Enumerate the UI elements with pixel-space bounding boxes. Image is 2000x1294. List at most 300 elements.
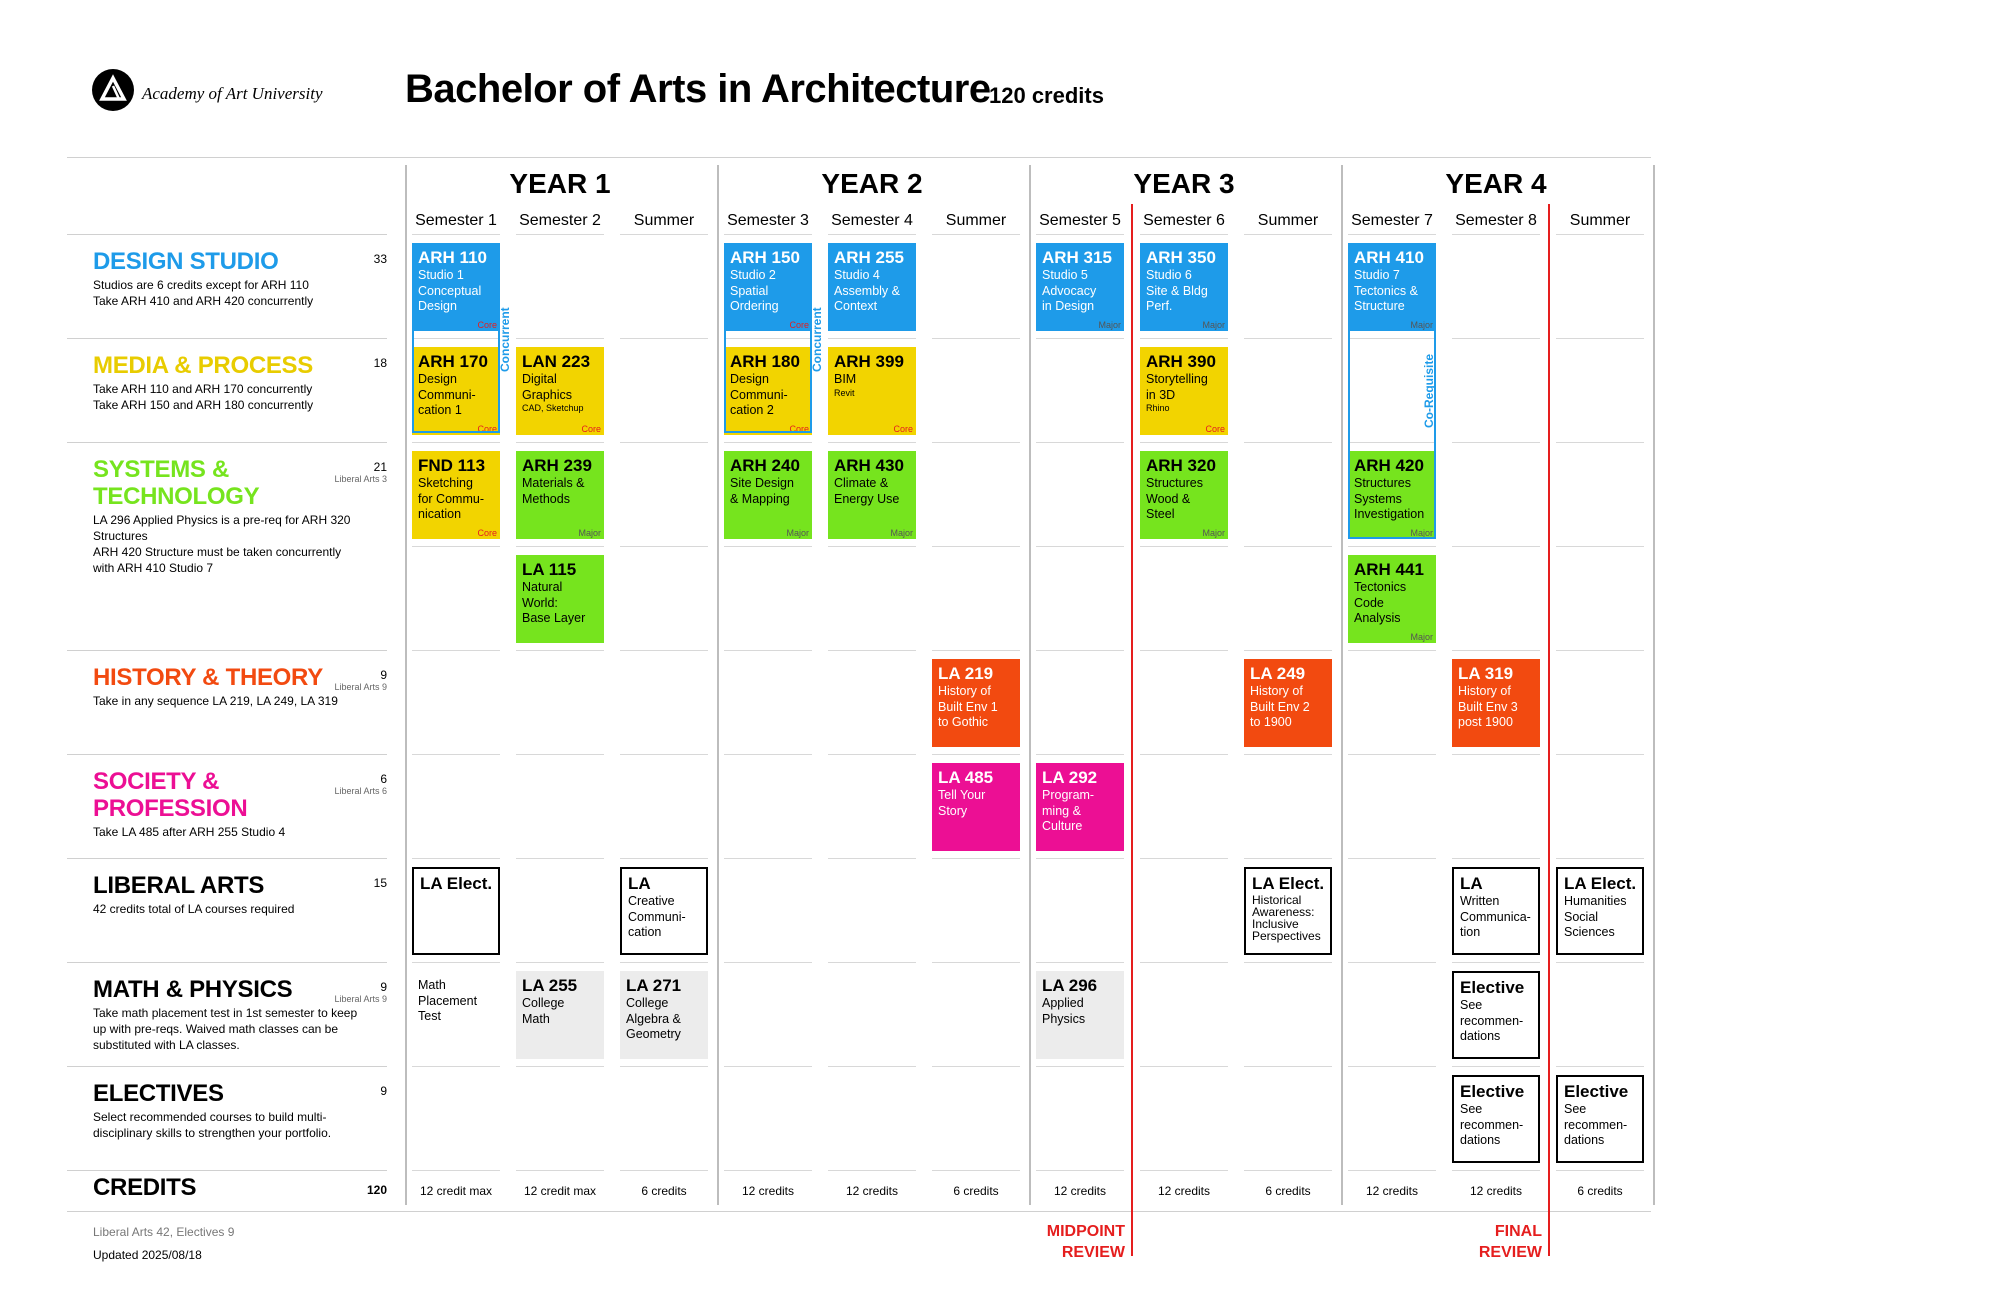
grid-line: [1556, 962, 1644, 963]
course-name: See recommen- dations: [1460, 1102, 1524, 1147]
category-description: Take ARH 110 and ARH 170 concurrently Take ARH 150 and ARH 180 concurrently: [93, 382, 314, 412]
course-card[interactable]: [1556, 1075, 1644, 1163]
grid-line: [412, 1170, 500, 1171]
course-card[interactable]: [516, 451, 604, 539]
grid-line: [1244, 546, 1332, 547]
grid-line: [516, 1170, 604, 1171]
grid-line: [828, 1066, 916, 1067]
grid-line: [1244, 962, 1332, 963]
semester-heading: Summer: [945, 212, 1007, 229]
grid-line: [1036, 1066, 1124, 1067]
course-code: LA Elect.: [1252, 874, 1325, 893]
course-card[interactable]: [828, 347, 916, 435]
grid-line: [1244, 234, 1332, 235]
course-card[interactable]: [1452, 971, 1540, 1059]
course-name: Studio 2 Spatial Ordering: [730, 268, 779, 313]
course-name: Design Communi- cation 2: [730, 372, 788, 417]
course-code: LA 485: [938, 768, 994, 787]
category-divider: [67, 442, 387, 443]
grid-line: [620, 338, 708, 339]
grid-line: [620, 546, 708, 547]
category-credit-count: 6: [380, 772, 387, 786]
grid-line: [1348, 546, 1436, 547]
grid-line: [412, 546, 500, 547]
semester-heading: Semester 7: [1351, 212, 1433, 229]
grid-line: [1140, 338, 1228, 339]
course-code: ARH 150: [730, 248, 800, 267]
semester-heading: Summer: [1257, 212, 1319, 229]
year-heading: YEAR 2: [821, 168, 923, 199]
grid-line: [828, 858, 916, 859]
grid-line: [412, 858, 500, 859]
course-card[interactable]: [1452, 867, 1540, 955]
year-divider: [1341, 165, 1343, 1205]
grid-line: [1140, 1170, 1228, 1171]
page-title: Bachelor of Arts in Architecture: [405, 67, 991, 111]
category-description: 42 credits total of LA courses required: [93, 902, 295, 916]
footer-divider: [67, 1211, 1651, 1212]
grid-line: [620, 1066, 708, 1067]
corequisite-label: Co-Requisite: [1422, 353, 1436, 428]
course-code: Elective: [1564, 1082, 1629, 1101]
grid-line: [724, 754, 812, 755]
grid-line: [828, 234, 916, 235]
course-code: ARH 239: [522, 456, 592, 475]
course-name: Program- ming & Culture: [1042, 788, 1095, 833]
course-name: Studio 7 Tectonics & Structure: [1354, 268, 1418, 313]
course-name: Materials & Methods: [522, 476, 585, 506]
university-logo-icon: [92, 69, 134, 111]
course-name: Site Design & Mapping: [730, 476, 794, 506]
semester-heading: Semester 2: [519, 212, 601, 229]
course-code: LA Elect.: [420, 874, 493, 893]
course-card[interactable]: [1036, 243, 1124, 331]
grid-line: [1452, 1170, 1540, 1171]
course-code: FND 113: [418, 456, 486, 475]
semester-heading: Semester 4: [831, 212, 913, 229]
category-credit-count: 33: [373, 252, 387, 266]
grid-line: [516, 754, 604, 755]
university-name: Academy of Art University: [142, 84, 323, 103]
course-type-tag: Core: [893, 424, 913, 434]
grid-line: [1140, 234, 1228, 235]
grid-line: [620, 1170, 708, 1171]
grid-line: [1244, 338, 1332, 339]
grid-line: [932, 1066, 1020, 1067]
course-name: Humanities Social Sciences: [1564, 894, 1627, 939]
category-credit-count: 21: [373, 460, 387, 474]
course-name: See recommen- dations: [1564, 1102, 1628, 1147]
category-liberal-arts-note: Liberal Arts 9: [334, 682, 387, 692]
course-code: ARH 441: [1354, 560, 1424, 579]
grid-line: [1036, 546, 1124, 547]
course-card[interactable]: [516, 971, 604, 1059]
category-description: Studios are 6 credits except for ARH 110 Take ARH 410 and ARH 420 concurrently: [93, 278, 314, 308]
category-name: DESIGN STUDIO: [93, 248, 279, 275]
grid-line: [412, 1066, 500, 1067]
course-card[interactable]: [1556, 867, 1644, 955]
course-card[interactable]: [724, 451, 812, 539]
semester-credits: 12 credits: [1157, 1184, 1211, 1198]
course-code: LA 292: [1042, 768, 1098, 787]
year-heading: YEAR 4: [1445, 168, 1547, 199]
course-code: ARH 390: [1146, 352, 1216, 371]
grid-line: [412, 234, 500, 235]
grid-line: [1348, 1066, 1436, 1067]
grid-line: [1348, 858, 1436, 859]
category-divider: [67, 1170, 387, 1171]
course-type-tag: Major: [1202, 320, 1225, 330]
course-name: Studio 5 Advocacy in Design: [1042, 268, 1097, 313]
category-credit-count: 9: [380, 980, 387, 994]
grid-line: [1140, 1066, 1228, 1067]
category-credit-count: 9: [380, 668, 387, 682]
course-code: ARH 110: [418, 248, 487, 267]
year-divider: [717, 165, 719, 1205]
grid-line: [412, 442, 500, 443]
course-name: Design Communi- cation 1: [418, 372, 476, 417]
grid-line: [1348, 650, 1436, 651]
course-type-tag: Major: [1410, 320, 1433, 330]
course-code: LA 255: [522, 976, 578, 995]
course-code: Elective: [1460, 1082, 1525, 1101]
semester-credits: 12 credits: [845, 1184, 899, 1198]
grid-line: [516, 338, 604, 339]
course-code: ARH 410: [1354, 248, 1424, 267]
grid-line: [1348, 234, 1436, 235]
course-code: LA 271: [626, 976, 682, 995]
course-type-tag: Core: [581, 424, 601, 434]
grid-line: [1244, 1170, 1332, 1171]
category-liberal-arts-note: Liberal Arts 9: [334, 994, 387, 1004]
course-type-tag: Core: [477, 528, 497, 538]
course-code: LA 249: [1250, 664, 1306, 683]
course-card[interactable]: [412, 867, 500, 955]
category-description: Take in any sequence LA 219, LA 249, LA 319: [93, 694, 338, 708]
grid-line: [828, 442, 916, 443]
year-divider: [1029, 165, 1031, 1205]
course-card[interactable]: [1348, 555, 1436, 643]
course-name: Applied Physics: [1042, 996, 1086, 1026]
category-name: LIBERAL ARTS: [93, 872, 265, 899]
year-heading: YEAR 1: [509, 168, 611, 199]
course-card[interactable]: [516, 555, 604, 643]
course-code: LA 219: [938, 664, 994, 683]
course-card[interactable]: [1244, 867, 1332, 955]
grid-line: [620, 234, 708, 235]
semester-heading: Semester 6: [1143, 212, 1225, 229]
category-name: MEDIA & PROCESS: [93, 352, 313, 379]
semester-heading: Summer: [633, 212, 695, 229]
course-card[interactable]: [1036, 971, 1124, 1059]
grid-line: [1036, 754, 1124, 755]
grid-line: [1452, 1066, 1540, 1067]
category-name: MATH & PHYSICS: [93, 976, 293, 1003]
grid-line: [724, 234, 812, 235]
course-card[interactable]: [828, 451, 916, 539]
grid-line: [932, 442, 1020, 443]
grid-line: [1140, 754, 1228, 755]
course-name: Math Placement Test: [418, 978, 478, 1023]
grid-line: [516, 858, 604, 859]
concurrent-bracket-2: [724, 243, 812, 433]
grid-line: [828, 650, 916, 651]
grid-line: [1036, 338, 1124, 339]
grid-line: [932, 754, 1020, 755]
course-name: Studio 6 Site & Bldg Perf.: [1146, 268, 1208, 313]
grid-line: [516, 1066, 604, 1067]
course-code: ARH 420: [1354, 456, 1424, 475]
course-code: ARH 430: [834, 456, 904, 475]
grid-line: [1452, 442, 1540, 443]
grid-line: [620, 650, 708, 651]
course-code: LA 115: [522, 560, 577, 579]
course-code: Elective: [1460, 978, 1525, 997]
course-card[interactable]: [1140, 243, 1228, 331]
updated-date: Updated 2025/08/18: [93, 1248, 202, 1262]
left-grid-top: [67, 234, 387, 235]
course-code: ARH 350: [1146, 248, 1216, 267]
course-name: History of Built Env 2 to 1900: [1250, 684, 1310, 729]
grid-line: [516, 650, 604, 651]
grid-line: [1452, 858, 1540, 859]
grid-line: [1452, 338, 1540, 339]
course-code: LA Elect.: [1564, 874, 1637, 893]
category-divider: [67, 962, 387, 963]
grid-line: [828, 546, 916, 547]
grid-line: [932, 1170, 1020, 1171]
grid-line: [932, 962, 1020, 963]
course-type-tag: Major: [786, 528, 809, 538]
grid-line: [620, 442, 708, 443]
grid-line: [1036, 1170, 1124, 1171]
concurrent-label-2: Concurrent: [810, 307, 824, 372]
grid-line: [828, 1170, 916, 1171]
semester-credits: 6 credits: [641, 1184, 687, 1198]
course-card[interactable]: [516, 347, 604, 435]
grid-line: [1348, 962, 1436, 963]
final-review-label: FINAL REVIEW: [1478, 1223, 1542, 1261]
category-name: ELECTIVES: [93, 1080, 224, 1107]
grid-line: [1348, 1170, 1436, 1171]
grid-line: [1556, 754, 1644, 755]
grid-line: [1556, 650, 1644, 651]
grid-line: [620, 858, 708, 859]
course-code: LA: [628, 874, 651, 893]
category-description: Take LA 485 after ARH 255 Studio 4: [93, 825, 286, 839]
header-divider: [67, 157, 1651, 158]
grid-line: [1556, 234, 1644, 235]
grid-line: [1036, 962, 1124, 963]
semester-credits: 6 credits: [1265, 1184, 1311, 1198]
grid-line: [1140, 962, 1228, 963]
course-card[interactable]: [412, 451, 500, 539]
category-description: Select recommended courses to build multi-disciplinary skills to strengthen your portfolio.: [93, 1110, 332, 1140]
grid-line: [1140, 442, 1228, 443]
course-card[interactable]: [1244, 659, 1332, 747]
semester-heading: Semester 8: [1455, 212, 1537, 229]
course-code: ARH 315: [1042, 248, 1112, 267]
course-card[interactable]: [620, 971, 708, 1059]
category-description: LA 296 Applied Physics is a pre-req for ARH 320 Structures ARH 420 Structure must be taken concurrently with ARH 410 Studio 7: [93, 513, 351, 575]
course-type-tag: Core: [789, 424, 809, 434]
grid-line: [1348, 754, 1436, 755]
category-credit-count: 9: [380, 1084, 387, 1098]
year-divider: [1653, 165, 1655, 1205]
course-code: ARH 399: [834, 352, 904, 371]
grid-line: [828, 754, 916, 755]
course-software: Revit: [834, 387, 855, 398]
course-type-tag: Core: [789, 320, 809, 330]
course-code: ARH 180: [730, 352, 800, 371]
grid-line: [1140, 858, 1228, 859]
course-name: Climate & Energy Use: [834, 476, 900, 506]
grid-line: [724, 962, 812, 963]
course-code: ARH 320: [1146, 456, 1216, 475]
semester-heading: Summer: [1569, 212, 1631, 229]
semester-credits: 12 credits: [741, 1184, 795, 1198]
grid-line: [516, 962, 604, 963]
midpoint-review-label: MIDPOINT REVIEW: [1046, 1223, 1125, 1261]
grid-line: [1244, 650, 1332, 651]
course-name: College Math: [522, 996, 565, 1026]
grid-line: [516, 546, 604, 547]
grid-line: [1036, 858, 1124, 859]
final-review-line: [1548, 204, 1550, 1256]
course-type-tag: Major: [1410, 528, 1433, 538]
grid-line: [1244, 858, 1332, 859]
course-name: BIM: [834, 372, 857, 386]
midpoint-review-line: [1131, 204, 1133, 1256]
grid-line: [1556, 442, 1644, 443]
year-divider: [405, 165, 407, 1205]
category-divider: [67, 338, 387, 339]
grid-line: [724, 1066, 812, 1067]
total-credits: 120 credits: [989, 83, 1104, 108]
semester-credits: 12 credit max: [523, 1184, 597, 1198]
grid-line: [932, 650, 1020, 651]
grid-line: [1036, 442, 1124, 443]
course-code: LA: [1460, 874, 1483, 893]
course-card[interactable]: [1036, 763, 1124, 851]
grid-line: [932, 858, 1020, 859]
grid-line: [412, 650, 500, 651]
category-name: HISTORY & THEORY: [93, 664, 323, 691]
grid-line: [516, 234, 604, 235]
category-description: Take math placement test in 1st semester to keep up with pre-reqs. Waived math classes can be substituted with LA classes.: [93, 1006, 358, 1052]
course-code: LAN 223: [522, 352, 591, 371]
grid-line: [932, 546, 1020, 547]
grid-line: [1556, 858, 1644, 859]
course-code: ARH 170: [418, 352, 488, 371]
course-name: History of Built Env 3 post 1900: [1458, 684, 1518, 729]
grid-line: [1452, 650, 1540, 651]
category-credit-count: 15: [373, 876, 387, 890]
grid-line: [1244, 1066, 1332, 1067]
course-code: LA 296: [1042, 976, 1098, 995]
semester-credits: 12 credit max: [419, 1184, 493, 1198]
course-name: Studio 4 Assembly & Context: [834, 268, 900, 313]
course-card[interactable]: [1452, 659, 1540, 747]
grid-line: [1556, 1170, 1644, 1171]
grid-line: [1556, 338, 1644, 339]
course-code: ARH 255: [834, 248, 904, 267]
course-name: Natural World: Base Layer: [522, 580, 586, 625]
grid-line: [724, 650, 812, 651]
course-card[interactable]: [1140, 451, 1228, 539]
semester-credits: 12 credits: [1365, 1184, 1419, 1198]
credits-total: 120: [366, 1183, 387, 1197]
course-type-tag: Major: [1410, 632, 1433, 642]
course-card[interactable]: [932, 659, 1020, 747]
course-software: Rhino: [1146, 403, 1170, 413]
grid-line: [1036, 234, 1124, 235]
grid-line: [1244, 754, 1332, 755]
category-liberal-arts-note: Liberal Arts 6: [334, 786, 387, 796]
grid-line: [620, 754, 708, 755]
course-type-tag: Core: [1205, 424, 1225, 434]
course-card[interactable]: [932, 763, 1020, 851]
course-name: Creative Communi- cation: [628, 894, 686, 939]
grid-line: [724, 546, 812, 547]
course-card[interactable]: [1140, 347, 1228, 435]
semester-heading: Semester 3: [727, 212, 809, 229]
grid-line: [1140, 650, 1228, 651]
course-name: Tell Your Story: [938, 788, 986, 818]
grid-line: [1140, 546, 1228, 547]
grid-line: [724, 1170, 812, 1171]
category-name: SYSTEMS & TECHNOLOGY: [93, 456, 260, 510]
course-type-tag: Major: [890, 528, 913, 538]
course-name: Storytelling in 3D: [1146, 372, 1208, 402]
course-type-tag: Core: [477, 320, 497, 330]
grid-line: [1244, 442, 1332, 443]
grid-line: [724, 858, 812, 859]
course-name: Digital Graphics: [522, 372, 573, 402]
semester-heading: Semester 1: [415, 212, 497, 229]
footer-note: Liberal Arts 42, Electives 9: [93, 1225, 235, 1239]
course-card[interactable]: [828, 243, 916, 331]
course-name: College Algebra & Geometry: [626, 996, 681, 1041]
semester-heading: Semester 5: [1039, 212, 1121, 229]
grid-line: [932, 338, 1020, 339]
course-type-tag: Major: [1098, 320, 1121, 330]
course-card[interactable]: [412, 971, 500, 1059]
grid-line: [828, 338, 916, 339]
course-name: Historical Awareness: Inclusive Perspectives: [1252, 893, 1321, 943]
course-card[interactable]: [1452, 1075, 1540, 1163]
category-liberal-arts-note: Liberal Arts 3: [334, 474, 387, 484]
course-code: LA 319: [1458, 664, 1514, 683]
course-type-tag: Major: [578, 528, 601, 538]
course-name: Structures Wood & Steel: [1146, 476, 1203, 521]
concurrent-label-1: Concurrent: [498, 307, 512, 372]
course-type-tag: Core: [477, 424, 497, 434]
semester-credits: 6 credits: [953, 1184, 999, 1198]
category-divider: [67, 754, 387, 755]
course-name: Written Communica- tion: [1460, 894, 1531, 939]
course-code: ARH 240: [730, 456, 800, 475]
category-divider: [67, 650, 387, 651]
category-credit-count: 18: [373, 356, 387, 370]
year-heading: YEAR 3: [1133, 168, 1235, 199]
course-card[interactable]: [620, 867, 708, 955]
grid-line: [516, 442, 604, 443]
semester-credits: 12 credits: [1053, 1184, 1107, 1198]
concurrent-bracket-1: [412, 243, 500, 433]
course-type-tag: Major: [1202, 528, 1225, 538]
grid-line: [412, 962, 500, 963]
